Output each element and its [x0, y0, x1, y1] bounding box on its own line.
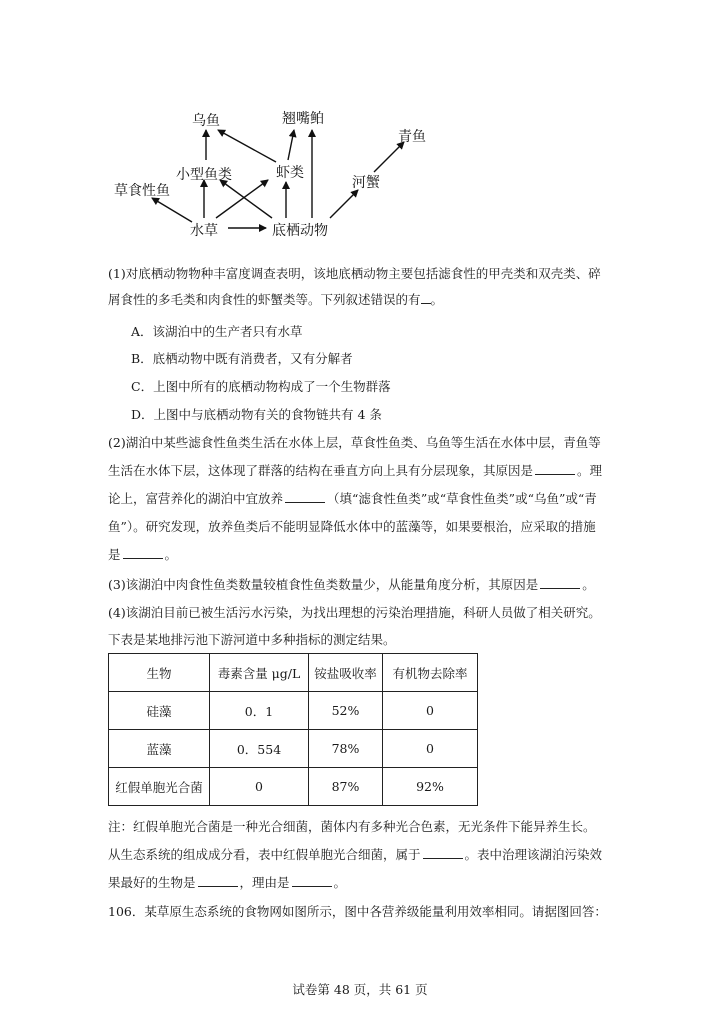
q2-line3	[108, 489, 597, 507]
q1-answer-blank	[421, 291, 431, 304]
q3-line	[108, 575, 595, 593]
node-xialei: 虾类	[276, 165, 304, 181]
table-cell: 78%	[309, 730, 383, 768]
note-line2-text: 从生态系统的组成成分看，表中红假单胞光合细菌，属于	[108, 847, 421, 862]
q3-blank	[540, 576, 580, 589]
table-row	[109, 692, 478, 730]
node-caoshixing-yu: 草食性鱼	[114, 183, 170, 199]
table-row	[109, 768, 478, 806]
table-cell: 0	[210, 768, 309, 806]
q2-line5-text: 是	[108, 547, 121, 562]
note-line3-mid: ，理由是	[239, 875, 290, 890]
table-header-cell: 毒素含量 μg/L	[210, 654, 309, 692]
food-web-diagram	[100, 100, 460, 250]
table-header-cell: 生物	[109, 654, 210, 692]
q1-stem-text: 屑食性的多毛类和肉食性的虾蟹类等。下列叙述错误的有	[108, 292, 421, 307]
q2-line5-end: 。	[164, 547, 178, 562]
note-line3-text: 果最好的生物是	[108, 875, 196, 890]
table-cell: 92%	[383, 768, 478, 806]
q2-blank-3	[123, 546, 163, 559]
q2-line2	[108, 461, 602, 479]
q1-option-d: D．上图中与底栖动物有关的食物链共有 4 条	[131, 407, 382, 422]
q1-stem-line1: (1)对底栖动物物种丰富度调查表明，该地底栖动物主要包括滤食性的甲壳类和双壳类、碎	[108, 266, 601, 281]
note-line3-end: 。	[333, 875, 347, 890]
table-row	[109, 730, 478, 768]
note-line1: 注：红假单胞光合菌是一种光合细菌，菌体内有多种光合色素，无光条件下能异养生长。	[108, 819, 596, 834]
q2-line1: (2)湖泊中某些滤食性鱼类生活在水体上层，草食性鱼类、乌鱼等生活在水体中层，青鱼等	[108, 435, 601, 450]
q2-blank-2	[285, 490, 325, 503]
q1-stem-line2	[108, 290, 443, 308]
node-wuyu: 乌鱼	[192, 113, 220, 129]
q106-line: 106．某草原生态系统的食物网如图所示，图中各营养级能量利用效率相同。请据图回答：	[108, 904, 607, 919]
q2-line3-end: （填“滤食性鱼类”或“草食性鱼类”或“乌鱼”或“青	[327, 491, 597, 506]
q1-stem-end: 。	[430, 292, 444, 307]
q2-line2-text: 生活在水体下层，这体现了群落的结构在垂直方向上具有分层现象，其原因是	[108, 463, 534, 478]
note-line2	[108, 845, 602, 863]
q2-line4: 鱼”）。研究发现，放养鱼类后不能明显降低水体中的蓝藻等，如果要根治，应采取的措施	[108, 519, 596, 534]
table-cell: 0	[383, 730, 478, 768]
q2-line2-end: 。理	[577, 463, 603, 478]
q1-option-a: A．该湖泊中的生产者只有水草	[131, 324, 303, 339]
table-cell: 0．554	[210, 730, 309, 768]
table-cell: 蓝藻	[109, 730, 210, 768]
table-cell: 0．1	[210, 692, 309, 730]
table-header-row	[109, 654, 478, 692]
q2-line3-text: 论上，富营养化的湖泊中宜放养	[108, 491, 284, 506]
node-diqi-dongwu: 底栖动物	[272, 223, 328, 239]
q2-line5	[108, 545, 177, 563]
node-qiaozuibo: 翘嘴鲌	[282, 111, 324, 127]
node-hexie: 河蟹	[352, 175, 380, 191]
page-footer: 试卷第 48 页，共 61 页	[292, 982, 428, 997]
table-header-cell: 有机物去除率	[383, 654, 478, 692]
table-cell: 0	[383, 692, 478, 730]
q1-option-b: B．底栖动物中既有消费者，又有分解者	[131, 351, 353, 366]
measurement-table	[108, 653, 478, 806]
note-blank-2	[198, 874, 238, 887]
table-header-cell: 铵盐吸收率	[309, 654, 383, 692]
q4-line1: (4)该湖泊目前已被生活污水污染，为找出理想的污染治理措施，科研人员做了相关研究。	[108, 605, 601, 620]
note-blank-3	[292, 874, 332, 887]
q3-end: 。	[582, 577, 595, 592]
note-line2-end: 。表中治理该湖泊污染效	[464, 847, 603, 862]
node-shuicao: 水草	[190, 223, 218, 239]
note-line3	[108, 873, 346, 891]
table-cell: 硅藻	[109, 692, 210, 730]
q1-option-c: C．上图中所有的底栖动物构成了一个生物群落	[131, 379, 391, 394]
note-blank-1	[423, 846, 463, 859]
q3-text: (3)该湖泊中肉食性鱼类数量较植食性鱼类数量少，从能量角度分析，其原因是	[108, 577, 539, 592]
node-qingyu: 青鱼	[398, 129, 426, 145]
table-cell: 红假单胞光合菌	[109, 768, 210, 806]
table-cell: 52%	[309, 692, 383, 730]
table-cell: 87%	[309, 768, 383, 806]
q4-line2: 下表是某地排污池下游河道中多种指标的测定结果。	[108, 632, 396, 647]
q2-blank-1	[535, 462, 575, 475]
node-xiaoxing-yulei: 小型鱼类	[176, 167, 232, 183]
